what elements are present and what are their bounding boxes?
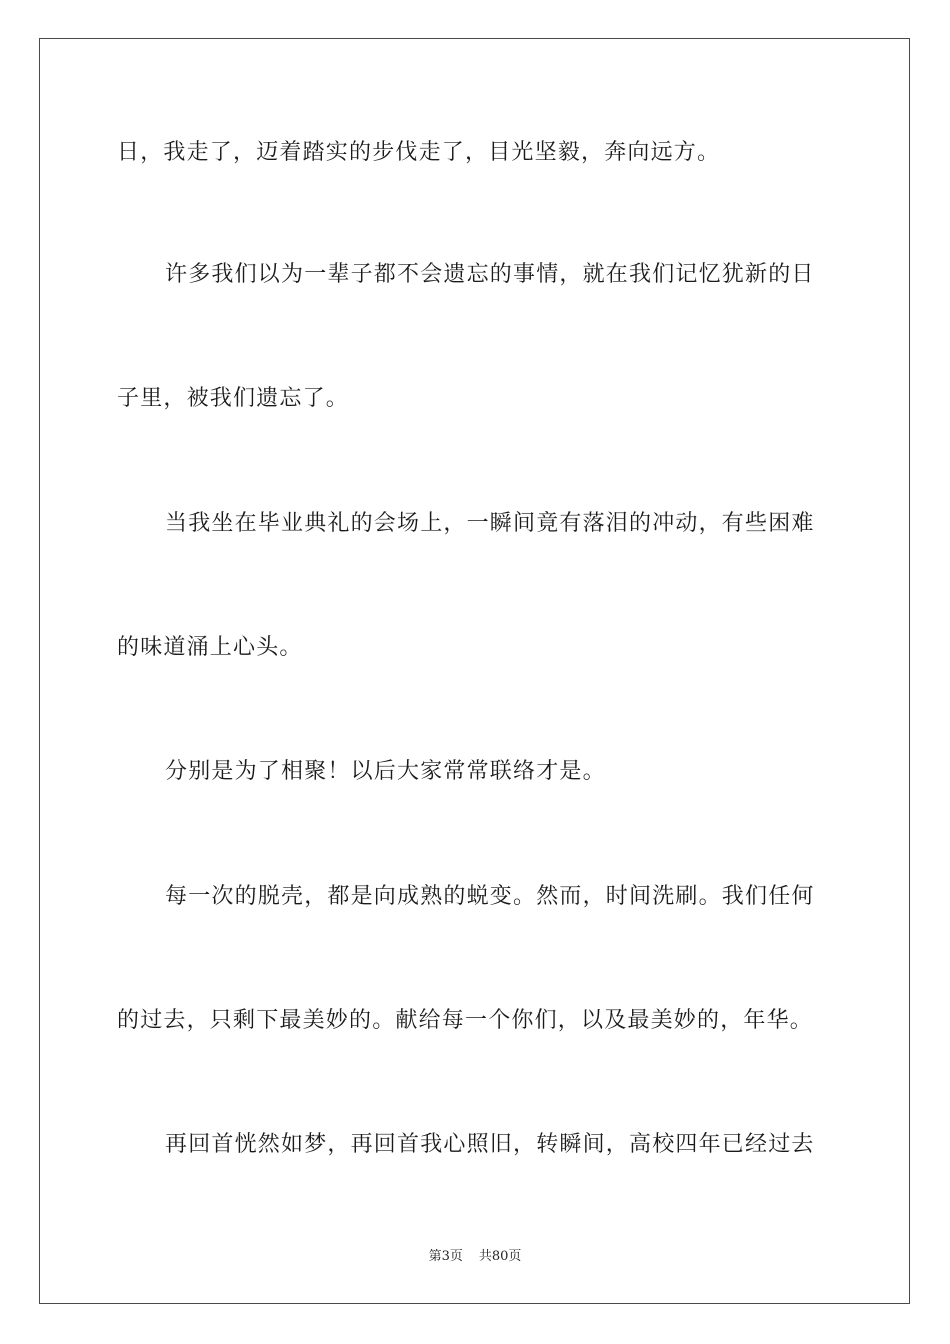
text-line: 的过去，只剩下最美妙的。献给每一个你们，以及最美妙的，年华。	[117, 1008, 814, 1033]
text-line: 的味道涌上心头。	[117, 635, 303, 660]
page-frame	[39, 38, 910, 1304]
page-total: 共80页	[478, 1249, 522, 1264]
text-line: 每一次的脱壳，都是向成熟的蜕变。然而，时间洗刷。我们任何	[165, 884, 815, 909]
text-line: 当我坐在毕业典礼的会场上，一瞬间竟有落泪的冲动，有些困难	[165, 511, 815, 536]
text-line: 分别是为了相聚！以后大家常常联络才是。	[165, 759, 606, 784]
text-line: 再回首恍然如梦，再回首我心照旧，转瞬间，高校四年已经过去	[165, 1132, 815, 1157]
text-line: 日，我走了，迈着踏实的步伐走了，目光坚毅，奔向远方。	[117, 140, 721, 165]
text-line: 许多我们以为一辈子都不会遗忘的事情，就在我们记忆犹新的日	[165, 262, 815, 287]
text-line: 子里，被我们遗忘了。	[117, 386, 350, 411]
page-number: 第3页	[428, 1249, 463, 1264]
page-footer	[0, 1245, 950, 1264]
